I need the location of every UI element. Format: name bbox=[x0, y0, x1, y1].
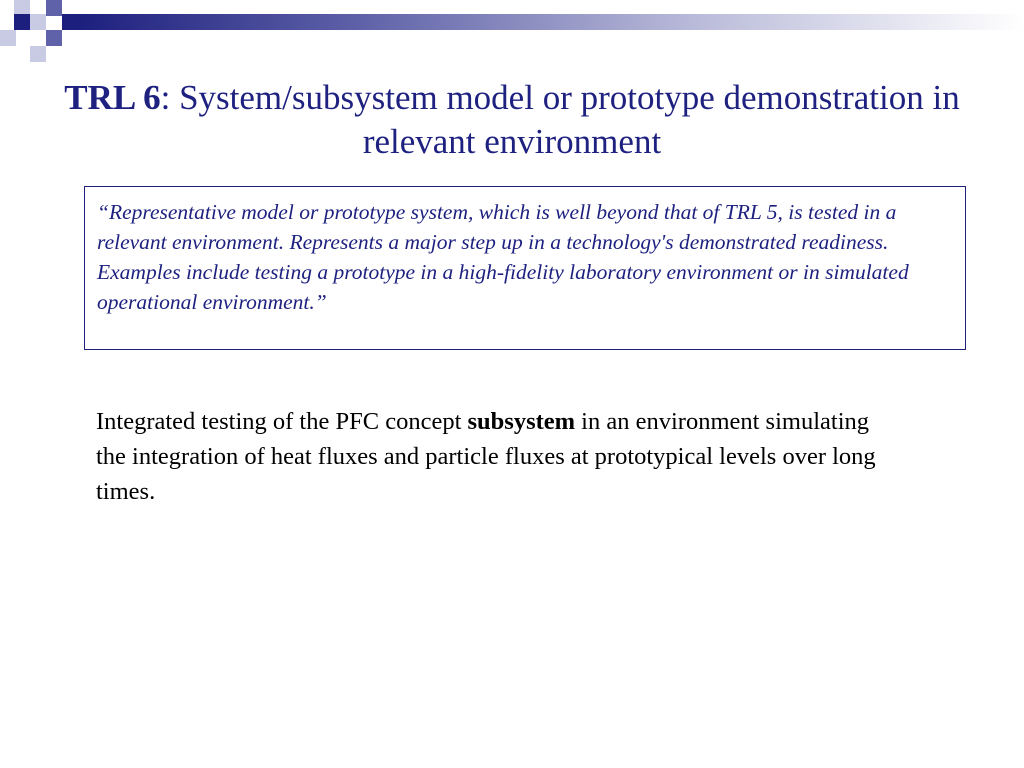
header-square-icon bbox=[62, 14, 78, 30]
body-text-after: in an environment simulating the integration of heat fluxes and particle fluxes at prototypical levels over long times. bbox=[96, 408, 876, 505]
header-square-icon bbox=[30, 14, 46, 30]
header-square-icon bbox=[0, 30, 16, 46]
slide-title bbox=[40, 76, 984, 164]
slide-title-bold: TRL 6 bbox=[64, 78, 161, 117]
slide-title-rest: : System/subsystem model or prototype demonstration in relevant environment bbox=[160, 78, 960, 161]
body-text-bold: subsystem bbox=[467, 408, 576, 435]
definition-quote-text: “Representative model or prototype system, which is well beyond that of TRL 5, is tested in a relevant environment. Represents a major step up in a technology's demonstrated readiness. Examples include testing a prototype in a high-fidelity laboratory environment or in simulated operational environment.” bbox=[97, 200, 909, 314]
header-square-icon bbox=[46, 30, 62, 46]
definition-quote-box bbox=[84, 186, 966, 350]
header-square-icon bbox=[14, 14, 30, 30]
header-square-icon bbox=[30, 46, 46, 62]
body-paragraph bbox=[96, 404, 896, 509]
body-text-before: Integrated testing of the PFC concept bbox=[96, 408, 468, 435]
header-square-icon bbox=[46, 0, 62, 16]
header-gradient-bar bbox=[78, 14, 1024, 30]
